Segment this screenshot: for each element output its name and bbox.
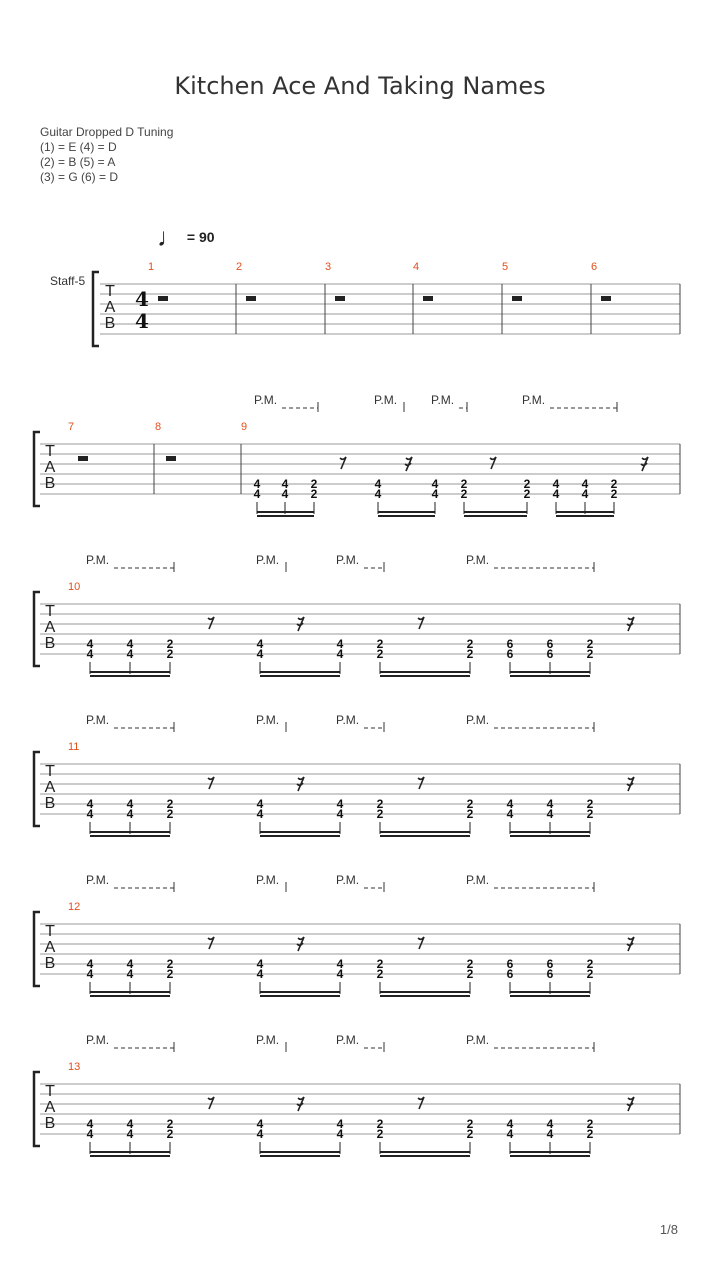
fret-number: 4 <box>374 477 382 491</box>
fret-number: 2 <box>610 487 618 501</box>
fret-number: 6 <box>546 637 554 651</box>
eighth-rest <box>418 1097 424 1109</box>
palm-mute-label: P.M. <box>466 713 490 727</box>
tab-clef-letter: B <box>44 1115 56 1132</box>
fret-number: 4 <box>256 1117 264 1131</box>
fret-number: 2 <box>586 967 594 981</box>
measure-number: 3 <box>325 261 332 273</box>
palm-mute-label: P.M. <box>466 553 490 567</box>
fret-number: 2 <box>460 477 468 491</box>
fret-number: 4 <box>374 487 382 501</box>
fret-number: 4 <box>552 477 560 491</box>
fret-number: 4 <box>253 487 261 501</box>
palm-mute-label: P.M. <box>431 393 455 407</box>
fret-number: 2 <box>376 1127 384 1141</box>
fret-number: 6 <box>506 647 514 661</box>
fret-number: 2 <box>166 1117 174 1131</box>
fret-number: 4 <box>336 637 344 651</box>
fret-number: 2 <box>376 797 384 811</box>
palm-mute-label: P.M. <box>466 873 490 887</box>
fret-number: 4 <box>506 807 514 821</box>
fret-number: 2 <box>610 477 618 491</box>
eighth-rest <box>418 937 424 949</box>
fret-number: 4 <box>256 1127 264 1141</box>
system-bracket <box>93 272 99 346</box>
tab-clef-letter: A <box>44 619 56 636</box>
tab-clef-letter: A <box>44 1099 56 1116</box>
sixteenth-rest <box>405 457 412 471</box>
sixteenth-rest <box>627 937 634 951</box>
fret-number: 2 <box>166 957 174 971</box>
tab-clef-letter: T <box>45 443 55 460</box>
palm-mute-label: P.M. <box>256 553 280 567</box>
eighth-rest <box>490 457 496 469</box>
system-bracket <box>34 592 40 666</box>
palm-mute-label: P.M. <box>466 1033 490 1047</box>
fret-number: 4 <box>431 477 439 491</box>
palm-mute-label: P.M. <box>256 713 280 727</box>
fret-number: 4 <box>126 1117 134 1131</box>
measure-number: 12 <box>68 901 81 913</box>
fret-number: 6 <box>506 957 514 971</box>
fret-number: 4 <box>281 477 289 491</box>
fret-number: 2 <box>586 637 594 651</box>
fret-number: 2 <box>586 957 594 971</box>
fret-number: 4 <box>256 967 264 981</box>
fret-number: 4 <box>336 797 344 811</box>
fret-number: 4 <box>546 807 554 821</box>
fret-number: 2 <box>166 1127 174 1141</box>
fret-number: 2 <box>376 957 384 971</box>
measure-number: 6 <box>591 261 598 273</box>
fret-number: 2 <box>310 477 318 491</box>
fret-number: 2 <box>166 967 174 981</box>
palm-mute-label: P.M. <box>86 713 110 727</box>
tab-clef-letter: T <box>45 1083 55 1100</box>
tuning-line: (2) = B (5) = A <box>40 155 116 169</box>
tab-clef-letter: T <box>45 923 55 940</box>
eighth-rest <box>208 1097 214 1109</box>
sixteenth-rest <box>627 617 634 631</box>
fret-number: 4 <box>581 477 589 491</box>
measure-number: 4 <box>413 261 420 273</box>
sixteenth-rest <box>627 1097 634 1111</box>
measure-number: 8 <box>155 421 162 433</box>
system-bracket <box>34 1072 40 1146</box>
measure-number: 2 <box>236 261 243 273</box>
fret-number: 4 <box>126 957 134 971</box>
palm-mute-label: P.M. <box>336 553 360 567</box>
tab-clef-letter: B <box>44 795 56 812</box>
fret-number: 2 <box>376 647 384 661</box>
fret-number: 4 <box>126 967 134 981</box>
measure-number: 1 <box>148 261 155 273</box>
fret-number: 4 <box>336 1127 344 1141</box>
fret-number: 4 <box>506 797 514 811</box>
whole-rest <box>246 296 256 301</box>
fret-number: 2 <box>376 807 384 821</box>
palm-mute-label: P.M. <box>336 1033 360 1047</box>
palm-mute-label: P.M. <box>336 873 360 887</box>
fret-number: 4 <box>546 797 554 811</box>
fret-number: 2 <box>466 967 474 981</box>
whole-rest <box>423 296 433 301</box>
palm-mute-label: P.M. <box>374 393 398 407</box>
fret-number: 4 <box>281 487 289 501</box>
fret-number: 2 <box>523 477 531 491</box>
tuning-line: (1) = E (4) = D <box>40 140 117 154</box>
measure-number: 5 <box>502 261 509 273</box>
tab-clef-letter: B <box>44 635 56 652</box>
sixteenth-rest <box>627 777 634 791</box>
fret-number: 4 <box>546 1127 554 1141</box>
fret-number: 2 <box>166 647 174 661</box>
fret-number: 4 <box>581 487 589 501</box>
fret-number: 2 <box>166 807 174 821</box>
fret-number: 2 <box>523 487 531 501</box>
staff-name: Staff-5 <box>50 274 86 288</box>
measure-number: 11 <box>68 741 80 753</box>
palm-mute-label: P.M. <box>254 393 278 407</box>
time-signature-bottom: 4 <box>135 309 149 333</box>
fret-number: 2 <box>466 957 474 971</box>
eighth-rest <box>340 457 346 469</box>
tab-clef-letter: A <box>104 299 116 316</box>
fret-number: 2 <box>586 1127 594 1141</box>
fret-number: 2 <box>466 1117 474 1131</box>
song-title: Kitchen Ace And Taking Names <box>174 72 546 100</box>
fret-number: 4 <box>86 1117 94 1131</box>
whole-rest <box>158 296 168 301</box>
fret-number: 4 <box>256 797 264 811</box>
fret-number: 4 <box>126 1127 134 1141</box>
quarter-note-icon: ♩ <box>157 222 183 252</box>
measure-number: 7 <box>68 421 75 433</box>
sixteenth-rest <box>297 1097 304 1111</box>
fret-number: 6 <box>506 967 514 981</box>
palm-mute-label: P.M. <box>86 1033 110 1047</box>
measure-number: 9 <box>241 421 248 433</box>
sixteenth-rest <box>297 937 304 951</box>
fret-number: 4 <box>86 957 94 971</box>
fret-number: 4 <box>506 1117 514 1131</box>
fret-number: 2 <box>376 1117 384 1131</box>
palm-mute-label: P.M. <box>86 553 110 567</box>
sixteenth-rest <box>641 457 648 471</box>
tempo-value: = 90 <box>186 229 215 245</box>
whole-rest <box>601 296 611 301</box>
fret-number: 2 <box>376 637 384 651</box>
fret-number: 4 <box>336 807 344 821</box>
measure-number: 13 <box>68 1061 81 1073</box>
eighth-rest <box>418 617 424 629</box>
fret-number: 4 <box>126 637 134 651</box>
eighth-rest <box>208 937 214 949</box>
fret-number: 2 <box>166 637 174 651</box>
palm-mute-label: P.M. <box>86 873 110 887</box>
fret-number: 4 <box>126 807 134 821</box>
fret-number: 4 <box>86 637 94 651</box>
fret-number: 4 <box>256 647 264 661</box>
fret-number: 4 <box>256 957 264 971</box>
fret-number: 4 <box>336 647 344 661</box>
eighth-rest <box>418 777 424 789</box>
fret-number: 4 <box>552 487 560 501</box>
fret-number: 2 <box>586 797 594 811</box>
fret-number: 2 <box>460 487 468 501</box>
fret-number: 2 <box>466 797 474 811</box>
tab-clef-letter: T <box>45 603 55 620</box>
tab-clef-letter: B <box>44 955 56 972</box>
fret-number: 2 <box>166 797 174 811</box>
fret-number: 2 <box>466 807 474 821</box>
fret-number: 6 <box>546 967 554 981</box>
fret-number: 2 <box>376 967 384 981</box>
fret-number: 2 <box>466 637 474 651</box>
fret-number: 4 <box>126 647 134 661</box>
system-bracket <box>34 752 40 826</box>
fret-number: 6 <box>546 957 554 971</box>
tuning-name: Guitar Dropped D Tuning <box>40 125 174 139</box>
tab-clef-letter: T <box>105 283 115 300</box>
measure-number: 10 <box>68 581 81 593</box>
sixteenth-rest <box>297 777 304 791</box>
system-bracket <box>34 432 40 506</box>
fret-number: 4 <box>506 1127 514 1141</box>
fret-number: 2 <box>310 487 318 501</box>
tab-clef-letter: A <box>44 939 56 956</box>
fret-number: 4 <box>126 797 134 811</box>
fret-number: 4 <box>86 807 94 821</box>
fret-number: 4 <box>336 957 344 971</box>
sixteenth-rest <box>297 617 304 631</box>
tab-clef-letter: B <box>44 475 56 492</box>
fret-number: 2 <box>586 647 594 661</box>
time-signature-top: 4 <box>135 287 149 311</box>
fret-number: 6 <box>546 647 554 661</box>
fret-number: 4 <box>546 1117 554 1131</box>
fret-number: 4 <box>86 797 94 811</box>
fret-number: 4 <box>336 967 344 981</box>
palm-mute-label: P.M. <box>256 873 280 887</box>
tab-clef-letter: A <box>44 779 56 796</box>
fret-number: 4 <box>431 487 439 501</box>
fret-number: 6 <box>506 637 514 651</box>
fret-number: 4 <box>86 647 94 661</box>
fret-number: 4 <box>253 477 261 491</box>
fret-number: 2 <box>466 647 474 661</box>
fret-number: 4 <box>256 637 264 651</box>
tab-clef-letter: T <box>45 763 55 780</box>
tab-clef-letter: A <box>44 459 56 476</box>
fret-number: 2 <box>466 1127 474 1141</box>
palm-mute-label: P.M. <box>522 393 546 407</box>
whole-rest <box>512 296 522 301</box>
tuning-line: (3) = G (6) = D <box>40 170 119 184</box>
fret-number: 4 <box>256 807 264 821</box>
whole-rest <box>78 456 88 461</box>
fret-number: 4 <box>86 1127 94 1141</box>
palm-mute-label: P.M. <box>256 1033 280 1047</box>
eighth-rest <box>208 617 214 629</box>
page-number: 1/8 <box>659 1222 678 1237</box>
fret-number: 2 <box>586 807 594 821</box>
system-bracket <box>34 912 40 986</box>
whole-rest <box>335 296 345 301</box>
whole-rest <box>166 456 176 461</box>
fret-number: 4 <box>336 1117 344 1131</box>
eighth-rest <box>208 777 214 789</box>
palm-mute-label: P.M. <box>336 713 360 727</box>
fret-number: 4 <box>86 967 94 981</box>
fret-number: 2 <box>586 1117 594 1131</box>
tab-clef-letter: B <box>104 315 116 332</box>
